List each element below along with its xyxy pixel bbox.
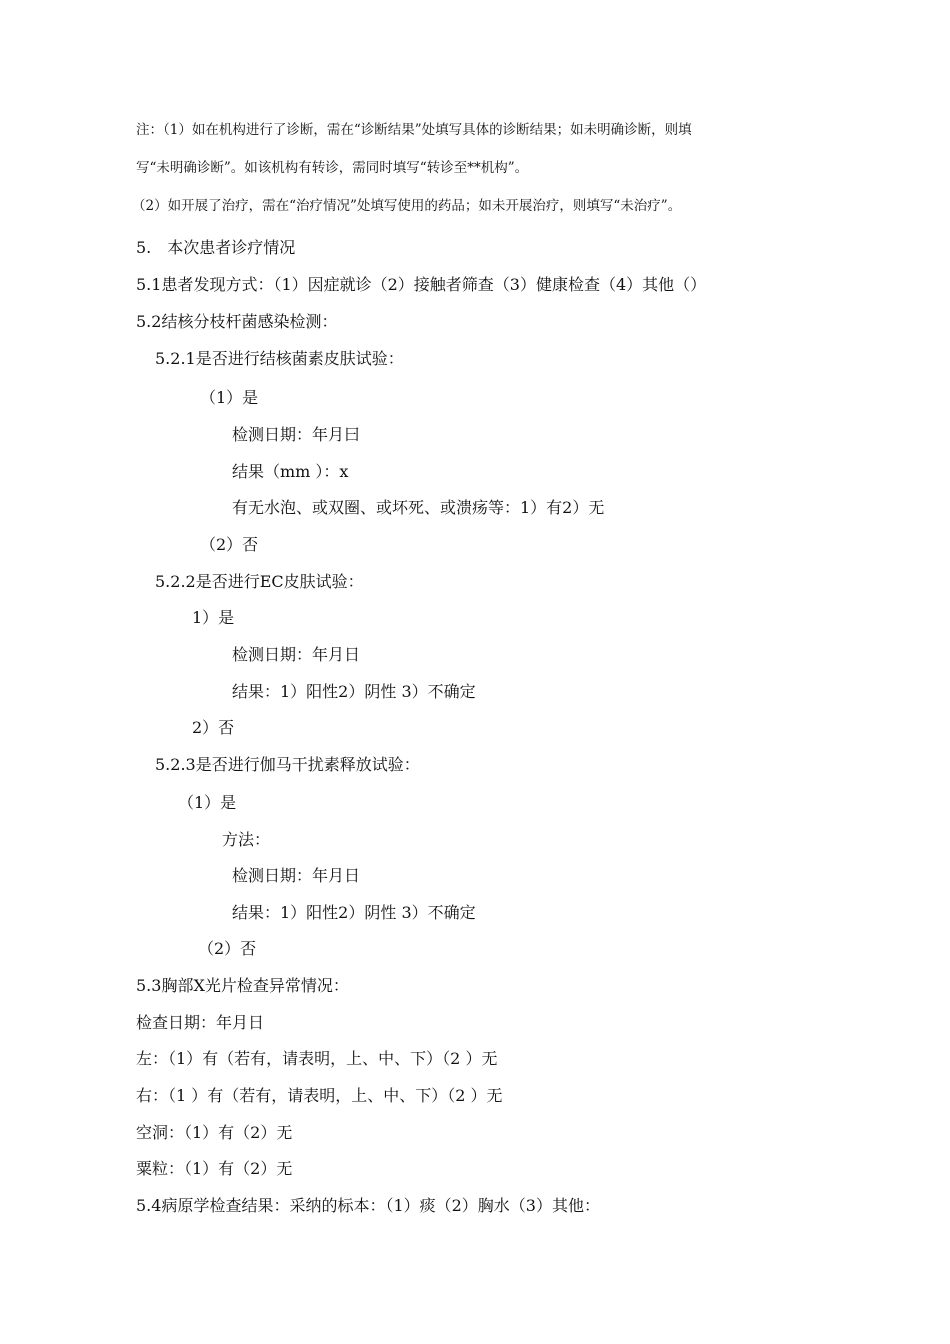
tst-no: （2）否 xyxy=(200,535,259,554)
igra-date: 检测日期：年月日 xyxy=(232,866,361,885)
section-5-title: 5. 本次患者诊疗情况 xyxy=(136,238,296,257)
ec-yes: 1）是 xyxy=(192,608,235,627)
tst-date: 检测日期：年月曰 xyxy=(232,425,361,444)
tst-result: 结果（mm ）：x xyxy=(232,462,349,481)
igra-method: 方法： xyxy=(222,830,271,849)
discovery-method: 5.1患者发现方式：（1）因症就诊（2）接触者筛查（3）健康检查（4）其他（） xyxy=(136,275,707,294)
ec-heading: 5.2.2是否进行EC皮肤试验： xyxy=(155,572,364,591)
xray-date: 检查日期：年月日 xyxy=(136,1013,265,1032)
igra-no: （2）否 xyxy=(198,939,257,958)
tb-infection-heading: 5.2结核分枝杆菌感染检测： xyxy=(136,312,338,331)
xray-left: 左：（1）有（若有，请表明，上、中、下）（2 ）无 xyxy=(136,1049,498,1068)
note-line-3: （2）如开展了治疗，需在“治疗情况”处填写使用的药品；如未开展治疗，则填写“未治疗”。 xyxy=(132,198,682,214)
tst-yes: （1）是 xyxy=(200,388,259,407)
note-line-1: 注：（1）如在机构进行了诊断，需在“诊断结果”处填写具体的诊断结果；如未明确诊断，则填 xyxy=(136,122,692,138)
ec-result: 结果：1）阳性2）阴性 3）不确定 xyxy=(232,682,476,701)
tst-heading: 5.2.1是否进行结核菌素皮肤试验： xyxy=(155,349,404,368)
xray-heading: 5.3胸部X光片检查异常情况： xyxy=(136,976,349,995)
note-line-2: 写“未明确诊断”。如该机构有转诊，需同时填写“转诊至**机构”。 xyxy=(136,160,529,176)
igra-heading: 5.2.3是否进行伽马干扰素释放试验： xyxy=(155,755,420,774)
ec-date: 检测日期：年月日 xyxy=(232,645,361,664)
tst-blister: 有无水泡、或双圈、或坏死、或溃疡等：1）有2）无 xyxy=(232,498,605,517)
pathogen-result: 5.4病原学检查结果：采纳的标本：（1）痰（2）胸水（3）其他： xyxy=(136,1196,600,1215)
ec-no: 2）否 xyxy=(192,718,235,737)
xray-miliary: 粟粒：（1）有（2）无 xyxy=(136,1159,293,1178)
igra-yes: （1）是 xyxy=(178,793,237,812)
xray-cavity: 空洞：（1）有（2）无 xyxy=(136,1123,293,1142)
igra-result: 结果：1）阳性2）阴性 3）不确定 xyxy=(232,903,476,922)
xray-right: 右：（1 ）有（若有，请表明，上、中、下）（2 ）无 xyxy=(136,1086,503,1105)
